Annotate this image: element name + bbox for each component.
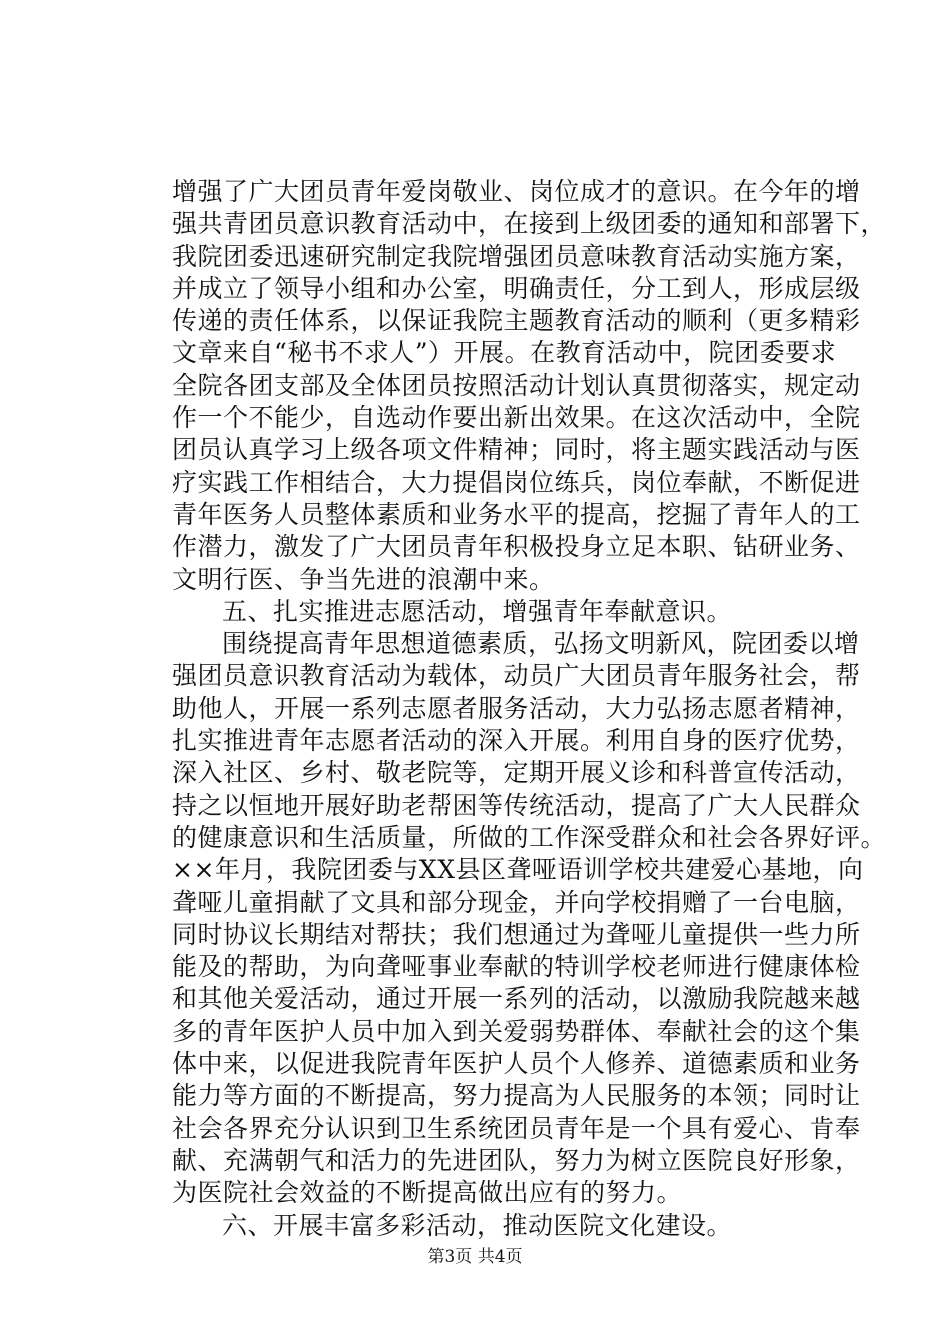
text-line: 持之以恒地开展好助老帮困等传统活动，提高了广大人民群众 bbox=[172, 790, 861, 820]
text-line: 助他人，开展一系列志愿者服务活动，大力弘扬志愿者精神， bbox=[172, 693, 861, 723]
text-line: 作一个不能少，自选动作要出新出效果。在这次活动中，全院 bbox=[172, 403, 861, 433]
text-line: 全院各团支部及全体团员按照活动计划认真贯彻落实，规定动 bbox=[172, 370, 861, 400]
text-line: 聋哑儿童捐献了文具和部分现金，并向学校捐赠了一台电脑， bbox=[172, 887, 861, 917]
text-line: 为医院社会效益的不断提高做出应有的努力。 bbox=[172, 1178, 683, 1208]
text-line: 体中来，以促进我院青年医护人员个人修养、道德素质和业务 bbox=[172, 1049, 861, 1079]
text-line: 社会各界充分认识到卫生系统团员青年是一个具有爱心、肯奉 bbox=[172, 1113, 861, 1143]
page-footer: 第3页 共4页 bbox=[427, 1247, 523, 1267]
text-line: 的健康意识和生活质量，所做的工作深受群众和社会各界好评。 bbox=[172, 822, 887, 852]
text-line: 青年医务人员整体素质和业务水平的提高，挖掘了青年人的工 bbox=[172, 499, 861, 529]
text-line: 强团员意识教育活动为载体，动员广大团员青年服务社会，帮 bbox=[172, 661, 861, 691]
text-line: 围绕提高青年思想道德素质，弘扬文明新风，院团委以增 bbox=[222, 629, 860, 659]
text-line: 作潜力，激发了广大团员青年积极投身立足本职、钻研业务、 bbox=[172, 532, 861, 562]
text-line: 文明行医、争当先进的浪潮中来。 bbox=[172, 564, 555, 594]
text-line: 能及的帮助，为向聋哑事业奉献的特训学校老师进行健康体检 bbox=[172, 952, 861, 982]
document-body bbox=[172, 176, 887, 1242]
text-line: 文章来自“秘书不求人”）开展。在教育活动中，院团委要求 bbox=[172, 338, 837, 368]
text-line: 五、扎实推进志愿活动，增强青年奉献意识。 bbox=[222, 596, 733, 626]
text-line: 扎实推进青年志愿者活动的深入开展。利用自身的医疗优势， bbox=[172, 726, 861, 756]
text-line: 并成立了领导小组和办公室，明确责任，分工到人，形成层级 bbox=[172, 273, 861, 303]
text-line: 深入社区、乡村、敬老院等，定期开展义诊和科普宣传活动， bbox=[172, 758, 861, 788]
text-line: ××年月，我院团委与XX县区聋哑语训学校共建爱心基地，向 bbox=[172, 855, 864, 885]
text-line: 疗实践工作相结合，大力提倡岗位练兵，岗位奉献，不断促进 bbox=[172, 467, 861, 497]
text-line: 传递的责任体系，以保证我院主题教育活动的顺利（更多精彩 bbox=[172, 306, 861, 336]
text-line: 我院团委迅速研究制定我院增强团员意味教育活动实施方案， bbox=[172, 241, 861, 271]
text-line: 能力等方面的不断提高，努力提高为人民服务的本领；同时让 bbox=[172, 1081, 861, 1111]
text-line: 六、开展丰富多彩活动，推动医院文化建设。 bbox=[222, 1210, 733, 1240]
text-line: 献、充满朝气和活力的先进团队，努力为树立医院良好形象， bbox=[172, 1145, 861, 1175]
text-line: 增强了广大团员青年爱岗敬业、岗位成才的意识。在今年的增 bbox=[172, 177, 861, 206]
text-line: 和其他关爱活动，通过开展一系列的活动，以激励我院越来越 bbox=[172, 984, 861, 1014]
text-line: 强共青团员意识教育活动中，在接到上级团委的通知和部署下， bbox=[172, 209, 887, 239]
text-line: 同时协议长期结对帮扶；我们想通过为聋哑儿童提供一些力所 bbox=[172, 919, 861, 949]
text-line: 团员认真学习上级各项文件精神；同时，将主题实践活动与医 bbox=[172, 435, 861, 465]
text-line: 多的青年医护人员中加入到关爱弱势群体、奉献社会的这个集 bbox=[172, 1016, 861, 1046]
